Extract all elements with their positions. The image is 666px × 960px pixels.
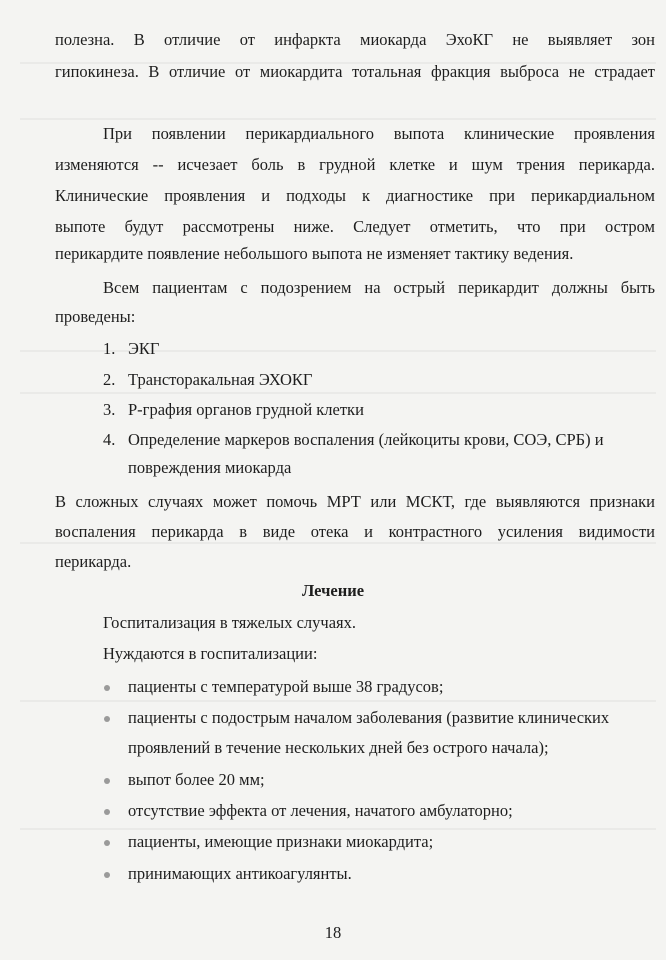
paragraph-line: Госпитализация в тяжелых случаях. [103,613,356,632]
paragraph-line: Всем пациентам с подозрением на острый перикардит должны быть [103,278,655,297]
paragraph-line: Нуждаются в госпитализации: [103,644,318,663]
paragraph-line: воспаления перикарда в виде отека и контрастного усиления видимости [55,522,655,541]
paragraph-line: Клинические проявления и подходы к диагностике при перикардиальном [55,186,655,205]
list-number: 3. [103,400,116,419]
list-number: 1. [103,339,116,358]
bullet-icon [104,778,110,784]
bullet-item: принимающих антикоагулянты. [128,864,352,883]
bullet-icon [104,685,110,691]
paragraph-line: В сложных случаях может помочь МРТ или МСКТ, где выявляются признаки [55,492,655,511]
bullet-icon [104,809,110,815]
paragraph-line: изменяются -- исчезает боль в грудной клетке и шум трения перикарда. [55,155,655,174]
list-item-continuation: повреждения миокарда [128,458,292,477]
list-item: Определение маркеров воспаления (лейкоциты крови, СОЭ, СРБ) и [128,430,604,449]
paragraph-line: перикардите появление небольшого выпота не изменяет тактику ведения. [55,244,574,263]
paragraph-line: перикарда. [55,552,132,571]
section-heading: Лечение [301,581,365,600]
bullet-item: пациенты, имеющие признаки миокардита; [128,832,434,851]
paragraph-line: проведены: [55,307,136,326]
bullet-icon [104,872,110,878]
bleed-through [20,828,656,830]
list-item: Трансторакальная ЭХОКГ [128,370,313,389]
paragraph-line: выпоте будут рассмотрены ниже. Следует отметить, что при остром [55,217,655,236]
bullet-icon [104,716,110,722]
list-item: Р-графия органов грудной клетки [128,400,364,419]
page-number: 18 [324,923,342,942]
bleed-through [20,392,656,394]
paragraph-line: гипокинеза. В отличие от миокардита тотальная фракция выброса не страдает [55,62,655,81]
list-number: 4. [103,430,116,449]
list-number: 2. [103,370,116,389]
paragraph-line: При появлении перикардиального выпота клинические проявления [103,124,655,143]
bullet-icon [104,840,110,846]
bullet-item: пациенты с температурой выше 38 градусов; [128,677,444,696]
bleed-through [20,700,656,702]
bullet-item: пациенты с подострым началом заболевания (развитие клинических [128,708,610,727]
bullet-item: выпот более 20 мм; [128,770,265,789]
bullet-item-continuation: проявлений в течение нескольких дней без острого начала); [128,738,549,757]
list-item: ЭКГ [128,339,160,358]
bullet-item: отсутствие эффекта от лечения, начатого амбулаторно; [128,801,513,820]
paragraph-line: полезна. В отличие от инфаркта миокарда ЭхоКГ не выявляет зон [55,30,655,49]
bleed-through [20,118,656,120]
